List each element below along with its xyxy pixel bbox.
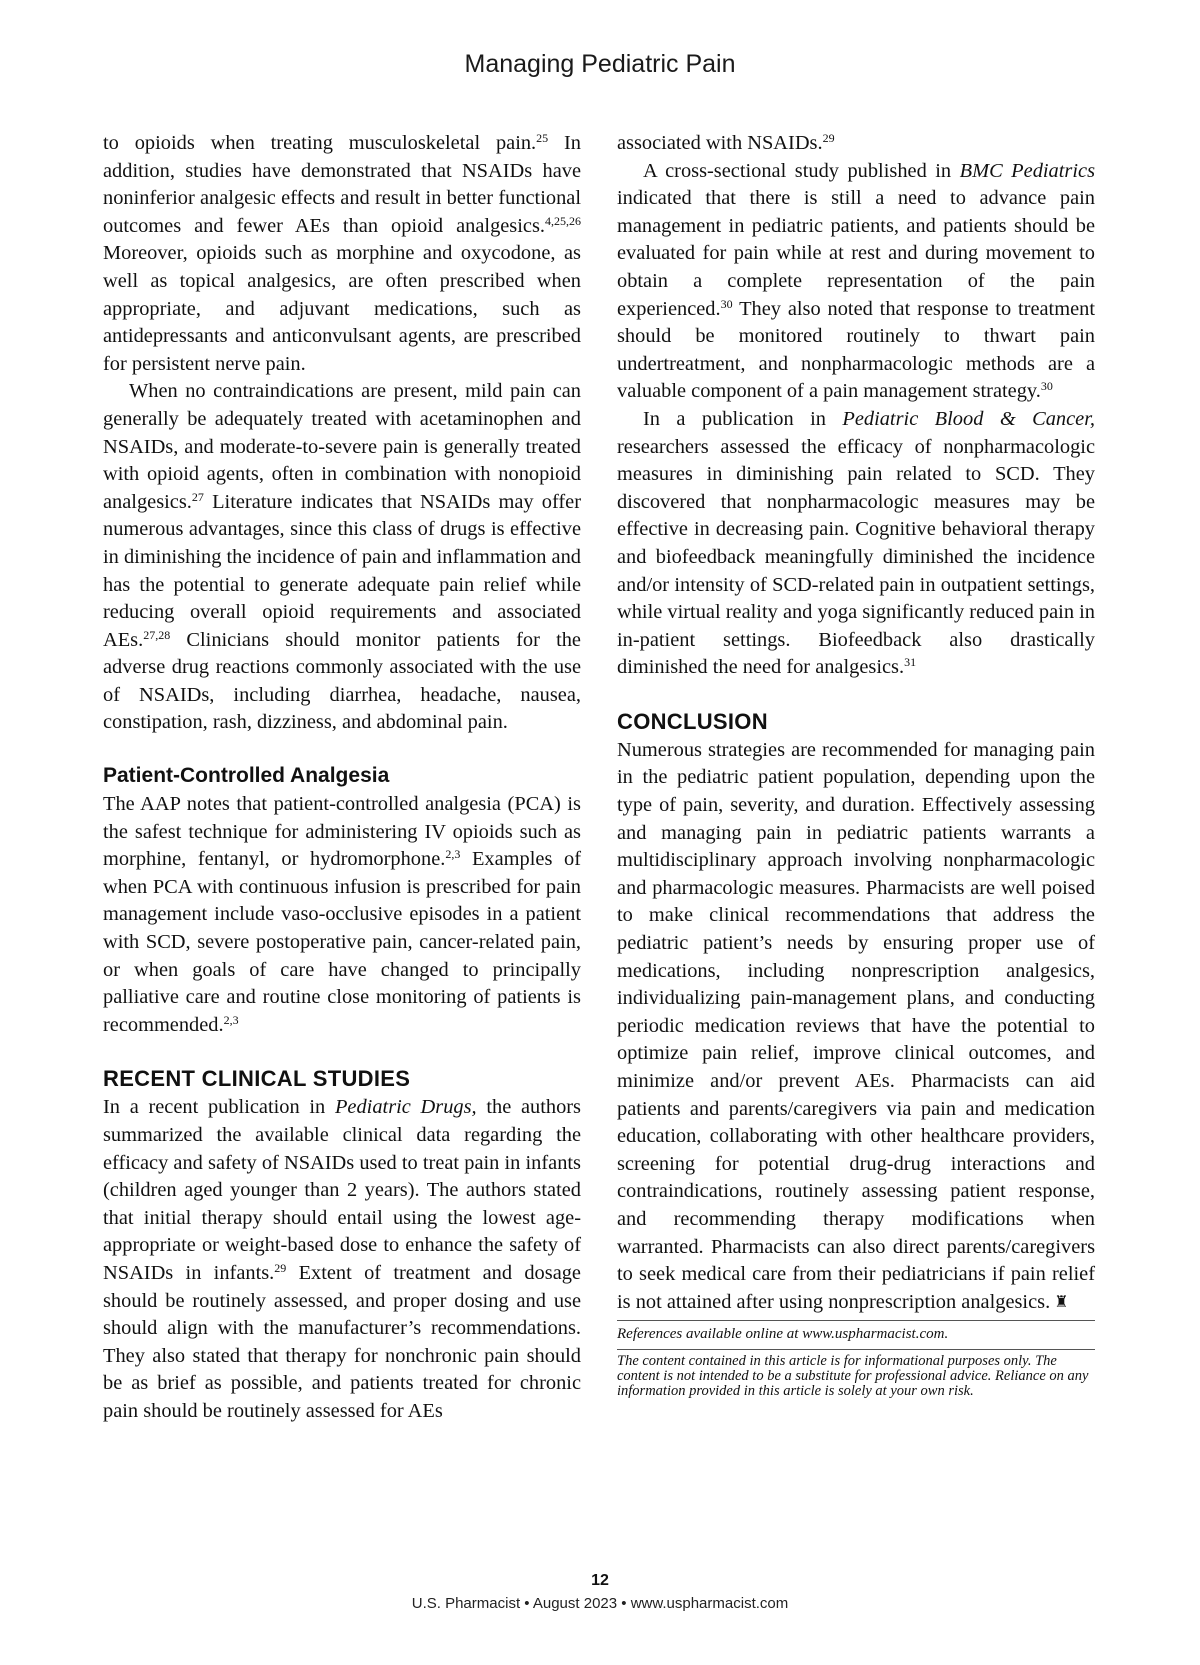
paragraph [103, 791, 581, 1039]
paragraph [617, 130, 1095, 158]
text-run: They also noted that response to treatment should be monitored routinely to thwart pain undertreatment, and nonpharmacologic methods are a valuable component of a pain management strategy. [617, 297, 1095, 403]
journal-title: Pediatric Blood & Cancer, [842, 407, 1095, 430]
paragraph [617, 406, 1095, 682]
section-heading-conclusion: CONCLUSION [617, 708, 768, 734]
citation: 4,25,26 [545, 213, 581, 228]
section-heading-studies: RECENT CLINICAL STUDIES [103, 1066, 411, 1092]
citation: 29 [822, 131, 835, 145]
text-run: researchers assessed the efficacy of nonpharmacologic measures in diminishing pain related to SCD. They discovered that nonpharmacologic measures may be effective in decreasing pain. Cognitive behavioral therapy and biofeedback meaningfully diminished the incidence and/or intensity of SCD-related pain in outpatient settings, while virtual reality and yoga significantly reduced pain in in-patient settings. Biofeedback also drastically diminished the need for analgesics. [617, 435, 1095, 679]
citation: 30 [720, 296, 733, 311]
text-run: When no contraindications are present, mild pain can generally be adequately treated with acetaminophen and NSAIDs, and moderate-to-severe pain is generally treated with opioid agents, often in combination with nonopioid analgesics. [103, 380, 581, 513]
text-run: Extent of treatment and dosage should be routinely assessed, and proper dosing and use should align with the manufacturer’s recommendations. They also stated that therapy for nonchronic pain should be as brief as possible, and patients treated for chronic pain should be routinely assessed for AEs [103, 1261, 581, 1422]
text-run: In a recent publication in [103, 1096, 335, 1119]
citation: 30 [1040, 379, 1053, 394]
text-run: In a publication in [643, 407, 843, 430]
citation: 25 [536, 131, 549, 145]
text-run: associated with NSAIDs. [617, 132, 823, 154]
paragraph [617, 737, 1095, 1316]
publication-line: U.S. Pharmacist • August 2023 • www.uspharmacist.com [411, 1595, 789, 1612]
paragraph [617, 158, 1095, 406]
page-number: 12 [591, 1572, 609, 1589]
paragraph [103, 378, 581, 737]
text-run: A cross-sectional study published in [643, 159, 960, 182]
left-column [103, 130, 581, 1426]
paragraph [103, 1094, 581, 1425]
text-run: to opioids when treating musculoskeletal pain. [103, 132, 537, 154]
text-run: Literature indicates that NSAIDs may offer numerous advantages, since this class of drugs is effective in diminishing the incidence of pain and inflammation and has the potential to generate adequate pain relief while reducing overall opioid requirements and associated AEs. [103, 490, 581, 651]
page-title: Managing Pediatric Pain [464, 50, 736, 78]
references-note: References available online at www.uspharmacist.com. [617, 1320, 1095, 1343]
text-run: the authors summarized the available clinical data regarding the efficacy and safety of NSAIDs used to treat pain in infants (children aged younger than 2 years). The authors stated that initial therapy should entail using the lowest age-appropriate or weight-based dose to enhance the safety of NSAIDs in infants. [103, 1096, 581, 1284]
right-column [617, 130, 1095, 1399]
citation: 27 [191, 489, 204, 504]
journal-title: Pediatric Drugs, [334, 1096, 477, 1119]
text-run: Clinicians should monitor patients for the adverse drug reactions commonly associated with the use of NSAIDs, including diarrhea, headache, nausea, constipation, rash, dizziness, and abdominal pain. [103, 628, 581, 734]
citation: 29 [274, 1260, 287, 1275]
text-run: Moreover, opioids such as morphine and oxycodone, as well as topical analgesics, are often prescribed when appropriate, and adjuvant medications, such as antidepressants and anticonvulsant agents, are prescribed for persistent nerve pain. [103, 242, 581, 375]
journal-title: BMC Pediatrics [959, 159, 1095, 182]
text-run: Examples of when PCA with continuous infusion is prescribed for pain management include vaso-occlusive episodes in a patient with SCD, severe postoperative pain, cancer-related pain, or when goals of care have changed to principally palliative care and routine close monitoring of patients is recommended. [103, 848, 581, 1036]
citation: 31 [904, 655, 917, 670]
section-heading-pca: Patient-Controlled Analgesia [103, 764, 390, 788]
citation: 2,3 [223, 1012, 239, 1027]
text-run: indicated that there is still a need to advance pain management in pediatric patients, and patients should be evaluated for pain while at rest and during movement to obtain a complete representation of the pain experienced. [617, 187, 1095, 320]
citation: 2,3 [445, 847, 461, 862]
citation: 27,28 [143, 627, 171, 642]
text-run: In addition, studies have demonstrated that NSAIDs have noninferior analgesic effects and result in better functional outcomes and fewer AEs than opioid analgesics. [103, 132, 581, 237]
paragraph [103, 130, 581, 378]
disclaimer: The content contained in this article is for informational purposes only. The content is not intended to be a substitute for professional advice. Reliance on any information provided in this article is solely at your own risk. [617, 1349, 1095, 1399]
end-of-article-icon: ♜ [1054, 1293, 1069, 1311]
text-run: Numerous strategies are recommended for managing pain in the pediatric patient population, depending upon the type of pain, severity, and duration. Effectively assessing and managing pain in pediatric patients warrants a multidisciplinary approach involving nonpharmacologic and pharmacologic measures. Pharmacists are well poised to make clinical recommendations that address the pediatric patient’s needs by ensuring proper use of medications, including nonprescription analgesics, individualizing pain-management plans, and conducting periodic medication reviews that have the potential to optimize pain relief, improve clinical outcomes, and minimize and/or prevent AEs. Pharmacists can aid patients and parents/caregivers via pain and medication education, collaborating with other healthcare providers, screening for potential drug-drug interactions and contraindications, routinely assessing patient response, and recommending therapy modifications when warranted. Pharmacists can also direct parents/caregivers to seek medical care from their pediatricians if pain relief is not attained after using nonprescription analgesics. [617, 738, 1095, 1313]
text-run: The AAP notes that patient-controlled analgesia (PCA) is the safest technique for administering IV opioids such as morphine, fentanyl, or hydromorphone. [103, 793, 581, 871]
